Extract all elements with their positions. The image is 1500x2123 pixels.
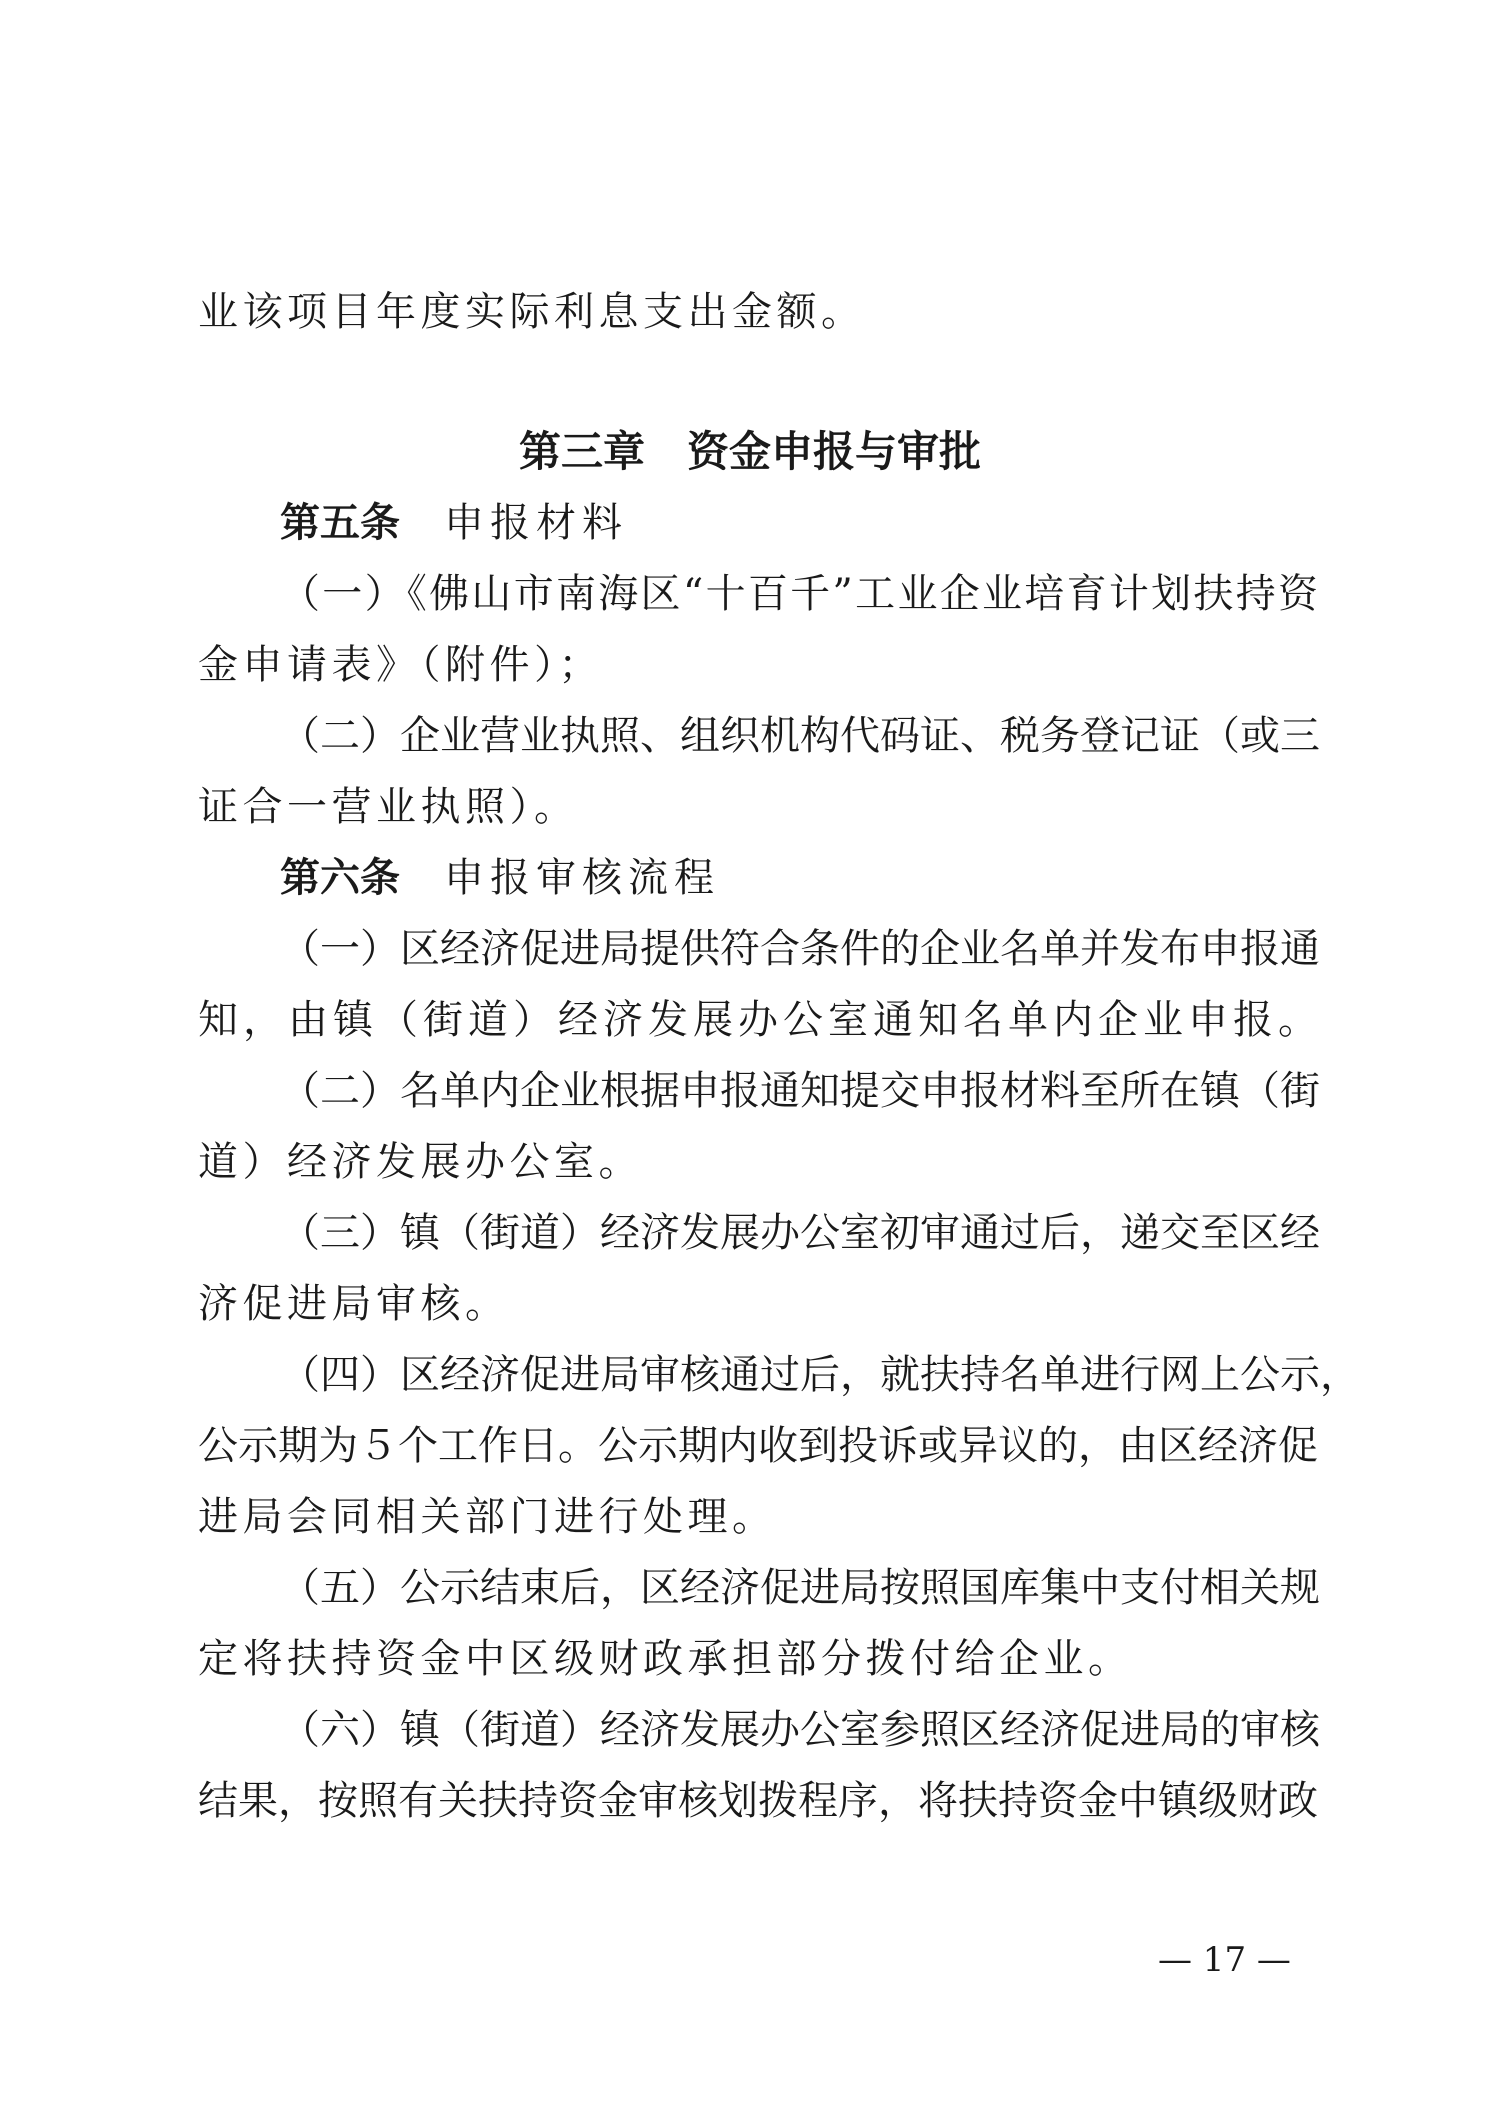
- body-line: （四）区经济促进局审核通过后，就扶持名单进行网上公示，: [280, 1352, 1360, 1398]
- body-line: 知，由镇（街道）经济发展办公室通知名单内企业申报。: [198, 997, 1318, 1043]
- body-line: 济促进局审核。: [198, 1281, 510, 1327]
- article-5-number: 第五条: [280, 500, 400, 546]
- body-line: 道）经济发展办公室。: [198, 1139, 643, 1185]
- body-line: 定将扶持资金中区级财政承担部分拨付给企业。: [198, 1636, 1133, 1682]
- article-5-heading: [280, 493, 628, 553]
- body-line: 公示期为５个工作日。公示期内收到投诉或异议的，由区经济促: [198, 1423, 1318, 1469]
- article-6-title: 申报审核流程: [444, 855, 720, 901]
- body-line: （二）企业营业执照、组织机构代码证、税务登记证（或三: [280, 713, 1320, 759]
- body-line: 结果，按照有关扶持资金审核划拨程序，将扶持资金中镇级财政: [198, 1778, 1318, 1824]
- body-line: （三）镇（街道）经济发展办公室初审通过后，递交至区经: [280, 1210, 1320, 1256]
- article-5-title: 申报材料: [444, 500, 628, 546]
- body-line: 金申请表》（附件）；: [198, 642, 603, 688]
- page-number-text: — 17 —: [1158, 1940, 1291, 1980]
- body-line: 业该项目年度实际利息支出金额。: [198, 289, 866, 335]
- body-line: （六）镇（街道）经济发展办公室参照区经济促进局的审核: [280, 1707, 1320, 1753]
- body-line: 证合一营业执照）。: [198, 784, 579, 830]
- article-6-number: 第六条: [280, 855, 400, 901]
- body-line: （二）名单内企业根据申报通知提交申报材料至所在镇（街: [280, 1068, 1320, 1114]
- chapter-heading: 第三章 资金申报与审批: [518, 427, 981, 476]
- body-line: （一）区经济促进局提供符合条件的企业名单并发布申报通: [280, 926, 1320, 972]
- body-line: 进局会同相关部门进行处理。: [198, 1494, 777, 1540]
- body-line: （一）《佛山市南海区“十百千”工业企业培育计划扶持资: [280, 571, 1318, 617]
- article-6-heading: [280, 848, 720, 908]
- body-line: （五）公示结束后，区经济促进局按照国库集中支付相关规: [280, 1565, 1320, 1611]
